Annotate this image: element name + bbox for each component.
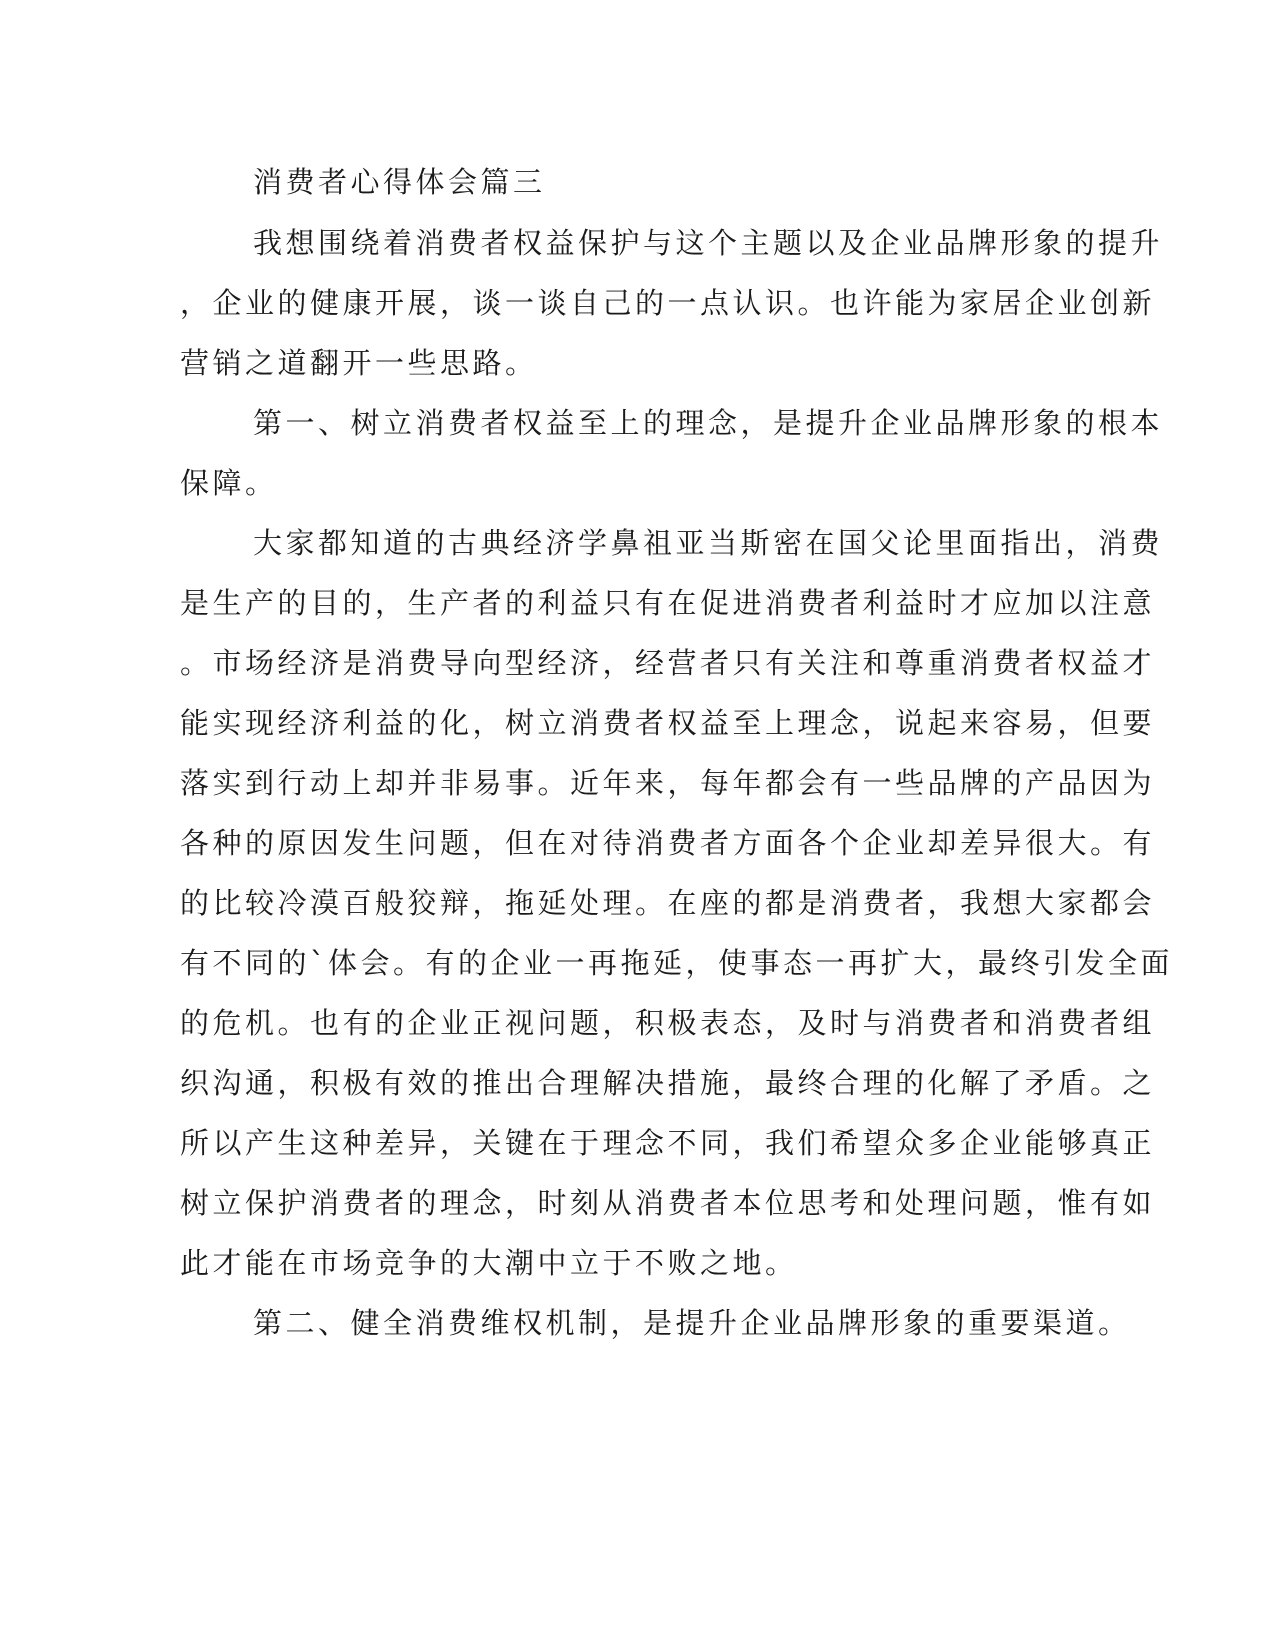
text-line: 落实到行动上却并非易事。近年来，每年都会有一些品牌的产品因为 [180, 766, 1156, 800]
text-line: 的危机。也有的企业正视问题，积极表态，及时与消费者和消费者组 [180, 1006, 1156, 1040]
text-line: 营销之道翻开一些思路。 [180, 346, 538, 380]
text-line: 能实现经济利益的化，树立消费者权益至上理念，说起来容易，但要 [180, 706, 1156, 740]
text-line: 我想围绕着消费者权益保护与这个主题以及企业品牌形象的提升 [253, 226, 1164, 260]
text-line: 所以产生这种差异，关键在于理念不同，我们希望众多企业能够真正 [180, 1126, 1156, 1160]
text-line: 第一、树立消费者权益至上的理念，是提升企业品牌形象的根本 [253, 406, 1164, 440]
text-line: 保障。 [180, 466, 278, 500]
text-line: 大家都知道的古典经济学鼻祖亚当斯密在国父论里面指出，消费 [253, 526, 1164, 560]
text-line: 树立保护消费者的理念，时刻从消费者本位思考和处理问题，惟有如 [180, 1186, 1156, 1220]
text-line: 是生产的目的，生产者的利益只有在促进消费者利益时才应加以注意 [180, 586, 1156, 620]
text-line: 织沟通，积极有效的推出合理解决措施，最终合理的化解了矛盾。之 [180, 1066, 1156, 1100]
text-line: 各种的原因发生问题，但在对待消费者方面各个企业却差异很大。有 [180, 826, 1156, 860]
text-line: 有不同的`体会。有的企业一再拖延，使事态一再扩大，最终引发全面 [180, 946, 1174, 980]
text-line: 。市场经济是消费导向型经济，经营者只有关注和尊重消费者权益才 [180, 646, 1156, 680]
text-line: 的比较冷漠百般狡辩，拖延处理。在座的都是消费者，我想大家都会 [180, 886, 1156, 920]
text-line: ，企业的健康开展，谈一谈自己的一点认识。也许能为家居企业创新 [180, 286, 1156, 320]
text-line: 第二、健全消费维权机制，是提升企业品牌形象的重要渠道。 [253, 1306, 1131, 1340]
document-title: 消费者心得体会篇三 [253, 165, 546, 199]
text-line: 此才能在市场竞争的大潮中立于不败之地。 [180, 1246, 798, 1280]
